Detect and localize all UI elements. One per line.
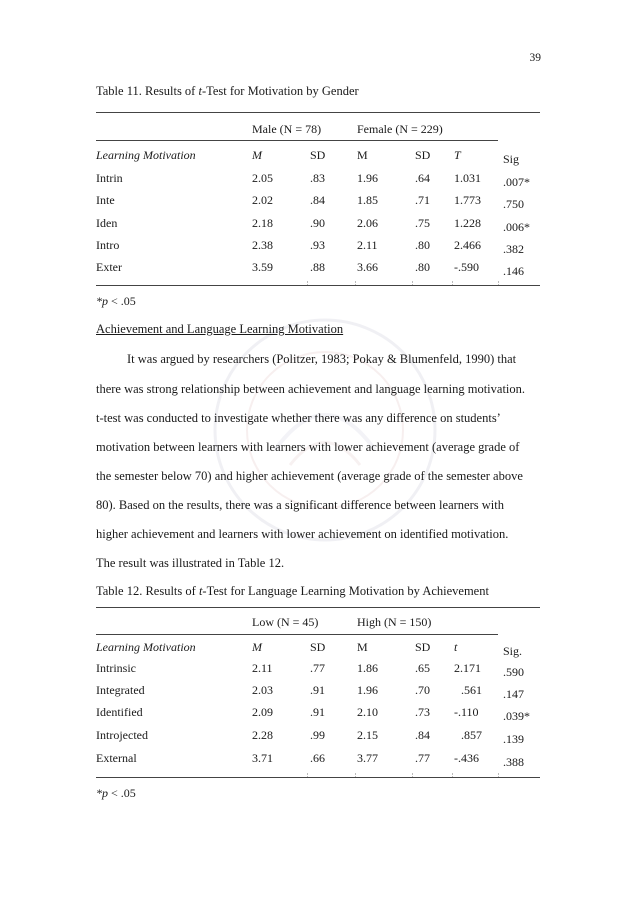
table11-header-learning-motivation: Learning Motivation: [96, 148, 196, 162]
table12-r4-sd2: .77: [415, 751, 430, 765]
table12-r4-label: External: [96, 751, 137, 765]
table11-r4-sd1: .88: [310, 260, 325, 274]
paragraph-line: 80). Based on the results, there was a significant difference between learners with: [96, 498, 504, 512]
table11-r4-m2: 3.66: [357, 260, 378, 274]
table12-r4-m1: 3.71: [252, 751, 273, 765]
table11-group-female: Female (N = 229): [357, 122, 443, 136]
table11-r2-sd1: .90: [310, 216, 325, 230]
table12-r2-sd2: .73: [415, 705, 430, 719]
table12-caption-pre: Table 12. Results of: [96, 584, 199, 598]
table11-r1-m1: 2.02: [252, 193, 273, 207]
table12-top-rule: [96, 607, 540, 608]
paragraph-line: the semester below 70) and higher achievement (average grade of the semester above: [96, 469, 523, 483]
table11-r0-m2: 1.96: [357, 171, 378, 185]
table12-r2-m1: 2.09: [252, 705, 273, 719]
table12-header-m-low: M: [252, 640, 262, 654]
table11-r1-sd1: .84: [310, 193, 325, 207]
table12-r0-sd2: .65: [415, 661, 430, 675]
table11-caption-italic: t: [198, 84, 202, 98]
table11-bottom-rule: [96, 285, 540, 286]
table11-r1-m2: 1.85: [357, 193, 378, 207]
table11-r2-label: Iden: [96, 216, 118, 230]
paragraph-line: It was argued by researchers (Politzer, 1983; Pokay & Blumenfeld, 1990) that: [127, 352, 517, 366]
table11-r4-sd2: .80: [415, 260, 430, 274]
table12-r4-sd1: .66: [310, 751, 325, 765]
table11-r3-m1: 2.38: [252, 238, 273, 252]
table12-r0-sig: .590: [503, 665, 524, 679]
table12-column-tick: [452, 773, 453, 777]
table11-top-rule: [96, 112, 540, 113]
table11-r1-t: 1.773: [454, 193, 481, 207]
table12-header-sd-high: SD: [415, 640, 431, 654]
table11-header-sd-male: SD: [310, 148, 326, 162]
table12-group-low: Low (N = 45): [252, 615, 319, 629]
table12-column-tick: [307, 773, 308, 777]
table12-r3-sd1: .99: [310, 728, 325, 742]
table11-r2-t: 1.228: [454, 216, 481, 230]
table12-r3-m2: 2.15: [357, 728, 378, 742]
page-number: 39: [529, 52, 541, 64]
paragraph-line: t-test was conducted to investigate whether there was any difference on students’: [96, 411, 501, 425]
table12-header-sig: Sig.: [503, 644, 523, 658]
table11-r2-m2: 2.06: [357, 216, 378, 230]
table12-r4-t: -.436: [454, 751, 479, 765]
table12-r3-label: Introjected: [96, 728, 148, 742]
university-seal-watermark: [205, 300, 445, 560]
table11-header-sd-female: SD: [415, 148, 431, 162]
paragraph-line: The result was illustrated in Table 12.: [96, 556, 285, 570]
table11-r3-label: Intro: [96, 238, 120, 252]
table11-r0-sd2: .64: [415, 171, 430, 185]
table11-column-tick: [307, 281, 308, 285]
table12-r2-label: Identified: [96, 705, 143, 719]
table12-r4-sig: .388: [503, 755, 524, 769]
table12-caption: [96, 584, 489, 599]
table12-column-tick: [412, 773, 413, 777]
table11-r0-sig: .007*: [503, 175, 530, 189]
table11-r1-label: Inte: [96, 193, 115, 207]
table11-r3-sd1: .93: [310, 238, 325, 252]
table11-r1-sig: .750: [503, 197, 524, 211]
table11-header-sig: Sig: [503, 152, 520, 166]
table12-r1-sd2: .70: [415, 683, 430, 697]
table11-sub-rule: [96, 140, 498, 141]
section-heading: Achievement and Language Learning Motivation: [96, 322, 344, 336]
table11-header-t: T: [454, 148, 461, 162]
table12-caption-italic: t: [198, 584, 203, 598]
table12-r1-sd1: .91: [310, 683, 325, 697]
table11-note-italic: *p: [96, 294, 108, 308]
table12-r0-m1: 2.11: [252, 661, 273, 675]
table11-r0-label: Intrin: [96, 171, 123, 185]
table11-r3-sig: .382: [503, 242, 524, 256]
table12-r0-sd1: .77: [310, 661, 325, 675]
table12-column-tick: [355, 773, 356, 777]
table12-column-tick: [498, 773, 499, 777]
paragraph-line: there was strong relationship between achievement and language learning motivation.: [96, 382, 526, 396]
table12-note-rest: < .05: [108, 786, 136, 800]
table12-r3-t: .857: [461, 728, 482, 742]
table11-r3-sd2: .80: [415, 238, 430, 252]
table11-r2-sd2: .75: [415, 216, 430, 230]
table11-column-tick: [498, 281, 499, 285]
table12-significance-note: [96, 786, 136, 801]
table11-column-tick: [412, 281, 413, 285]
table11-r4-label: Exter: [96, 260, 122, 274]
table11-r4-m1: 3.59: [252, 260, 273, 274]
table12-r0-t: 2.171: [454, 661, 481, 675]
table12-r1-sig: .147: [503, 687, 524, 701]
table12-sub-rule: [96, 634, 498, 635]
table12-caption-post: -Test for Language Learning Motivation by Achievement: [202, 584, 489, 598]
table12-note-italic: *p: [96, 786, 108, 800]
table12-group-high: High (N = 150): [357, 615, 432, 629]
table11-column-tick: [452, 281, 453, 285]
table11-r1-sd2: .71: [415, 193, 430, 207]
table12-r1-label: Integrated: [96, 683, 145, 697]
table12-r3-sd2: .84: [415, 728, 430, 742]
table11-r4-t: -.590: [454, 260, 479, 274]
table12-r1-m1: 2.03: [252, 683, 273, 697]
table12-r0-m2: 1.86: [357, 661, 378, 675]
table11-r2-m1: 2.18: [252, 216, 273, 230]
table11-caption-pre: Table 11. Results of: [96, 84, 199, 98]
table12-r4-m2: 3.77: [357, 751, 378, 765]
table11-significance-note: [96, 294, 136, 309]
table11-r0-sd1: .83: [310, 171, 325, 185]
table12-r1-m2: 1.96: [357, 683, 378, 697]
table11-r3-t: 2.466: [454, 238, 481, 252]
table11-r0-m1: 2.05: [252, 171, 273, 185]
table12-r3-sig: .139: [503, 732, 524, 746]
table11-header-m-female: M: [357, 148, 368, 162]
table11-r2-sig: .006*: [503, 220, 530, 234]
table12-header-t: t: [454, 640, 458, 654]
table11-caption-post: -Test for Motivation by Gender: [201, 84, 359, 98]
table12-r2-sig: .039*: [503, 709, 530, 723]
table12-header-m-high: M: [357, 640, 368, 654]
table11-r4-sig: .146: [503, 264, 524, 278]
table12-header-learning-motivation: Learning Motivation: [96, 640, 196, 654]
table11-header-m-male: M: [252, 148, 262, 162]
table12-r2-m2: 2.10: [357, 705, 378, 719]
table11-caption: [96, 84, 359, 99]
table11-column-tick: [355, 281, 356, 285]
table12-r2-t: -.110: [454, 705, 479, 719]
paragraph-line: higher achievement and learners with lower achievement on identified motivation.: [96, 527, 509, 541]
table12-r1-t: .561: [461, 683, 482, 697]
table12-r2-sd1: .91: [310, 705, 325, 719]
table12-r3-m1: 2.28: [252, 728, 273, 742]
table11-r3-m2: 2.11: [357, 238, 378, 252]
table12-r0-label: Intrinsic: [96, 661, 136, 675]
table12-header-sd-low: SD: [310, 640, 326, 654]
table12-bottom-rule: [96, 777, 540, 778]
paragraph-line: motivation between learners with learners with lower achievement (average grade of: [96, 440, 520, 454]
table11-group-male: Male (N = 78): [252, 122, 322, 136]
table11-r0-t: 1.031: [454, 171, 481, 185]
table11-note-rest: < .05: [108, 294, 136, 308]
